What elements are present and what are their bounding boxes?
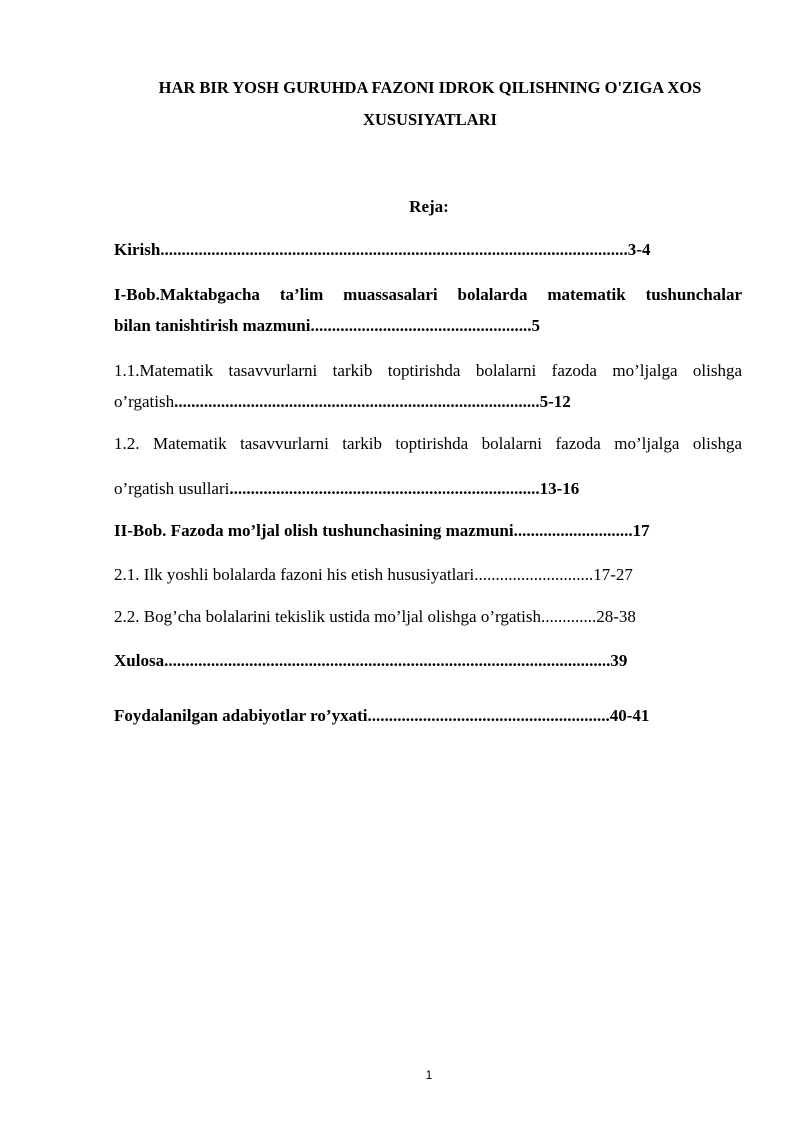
toc-entry-1-2-leader: .........................................................................13-16 <box>229 479 580 498</box>
toc-entry-2-2: 2.2. Bog’cha bolalarini tekislik ustida mo’ljal olishga o’rgatish.............28-38 <box>114 607 636 626</box>
toc-entry-2-1: 2.1. Ilk yoshli bolalarda fazoni his etish hususiyatlari............................17-27 <box>114 565 633 584</box>
document-title-line-2: XUSUSIYATLARI <box>363 110 497 129</box>
toc-entry-introduction: Kirish..............................................................................................................3-4 <box>114 240 651 259</box>
toc-entry-1-1-text: o’rgatish <box>114 392 175 411</box>
toc-entry-references: Foydalanilgan adabiyotlar ro’yxati.........................................................40-41 <box>114 706 650 725</box>
toc-entry-1-2-line-1: 1.2. Matematik tasavvurlarni tarkib toptirishda bolalarni fazoda mo’ljalga olishga <box>114 434 742 453</box>
toc-entry-chapter-1-line-2: bilan tanishtirish mazmuni....................................................5 <box>114 316 540 335</box>
toc-entry-1-2-text: o’rgatish usullari <box>114 479 230 498</box>
page-number: 1 <box>425 1068 433 1082</box>
toc-entry-1-1-leader: ......................................................................................5-12 <box>174 392 571 411</box>
toc-entry-1-2-line-2 <box>114 479 742 499</box>
toc-entry-chapter-1-line-1: I-Bob.Maktabgacha ta’lim muassasalari bolalarda matematik tushunchalar <box>114 285 742 304</box>
toc-entry-1-1-line-2 <box>114 392 742 412</box>
toc-entry-1-1-line-1: 1.1.Matematik tasavvurlarni tarkib toptirishda bolalarni fazoda mo’ljalga olishga <box>114 361 742 380</box>
toc-entry-chapter-2: II-Bob. Fazoda mo’ljal olish tushunchasining mazmuni............................17 <box>114 521 650 540</box>
toc-entry-conclusion: Xulosa.........................................................................................................39 <box>114 651 628 670</box>
document-title-line-1: HAR BIR YOSH GURUHDA FAZONI IDROK QILISHNING O'ZIGA XOS <box>158 78 702 97</box>
plan-heading: Reja: <box>409 197 449 216</box>
